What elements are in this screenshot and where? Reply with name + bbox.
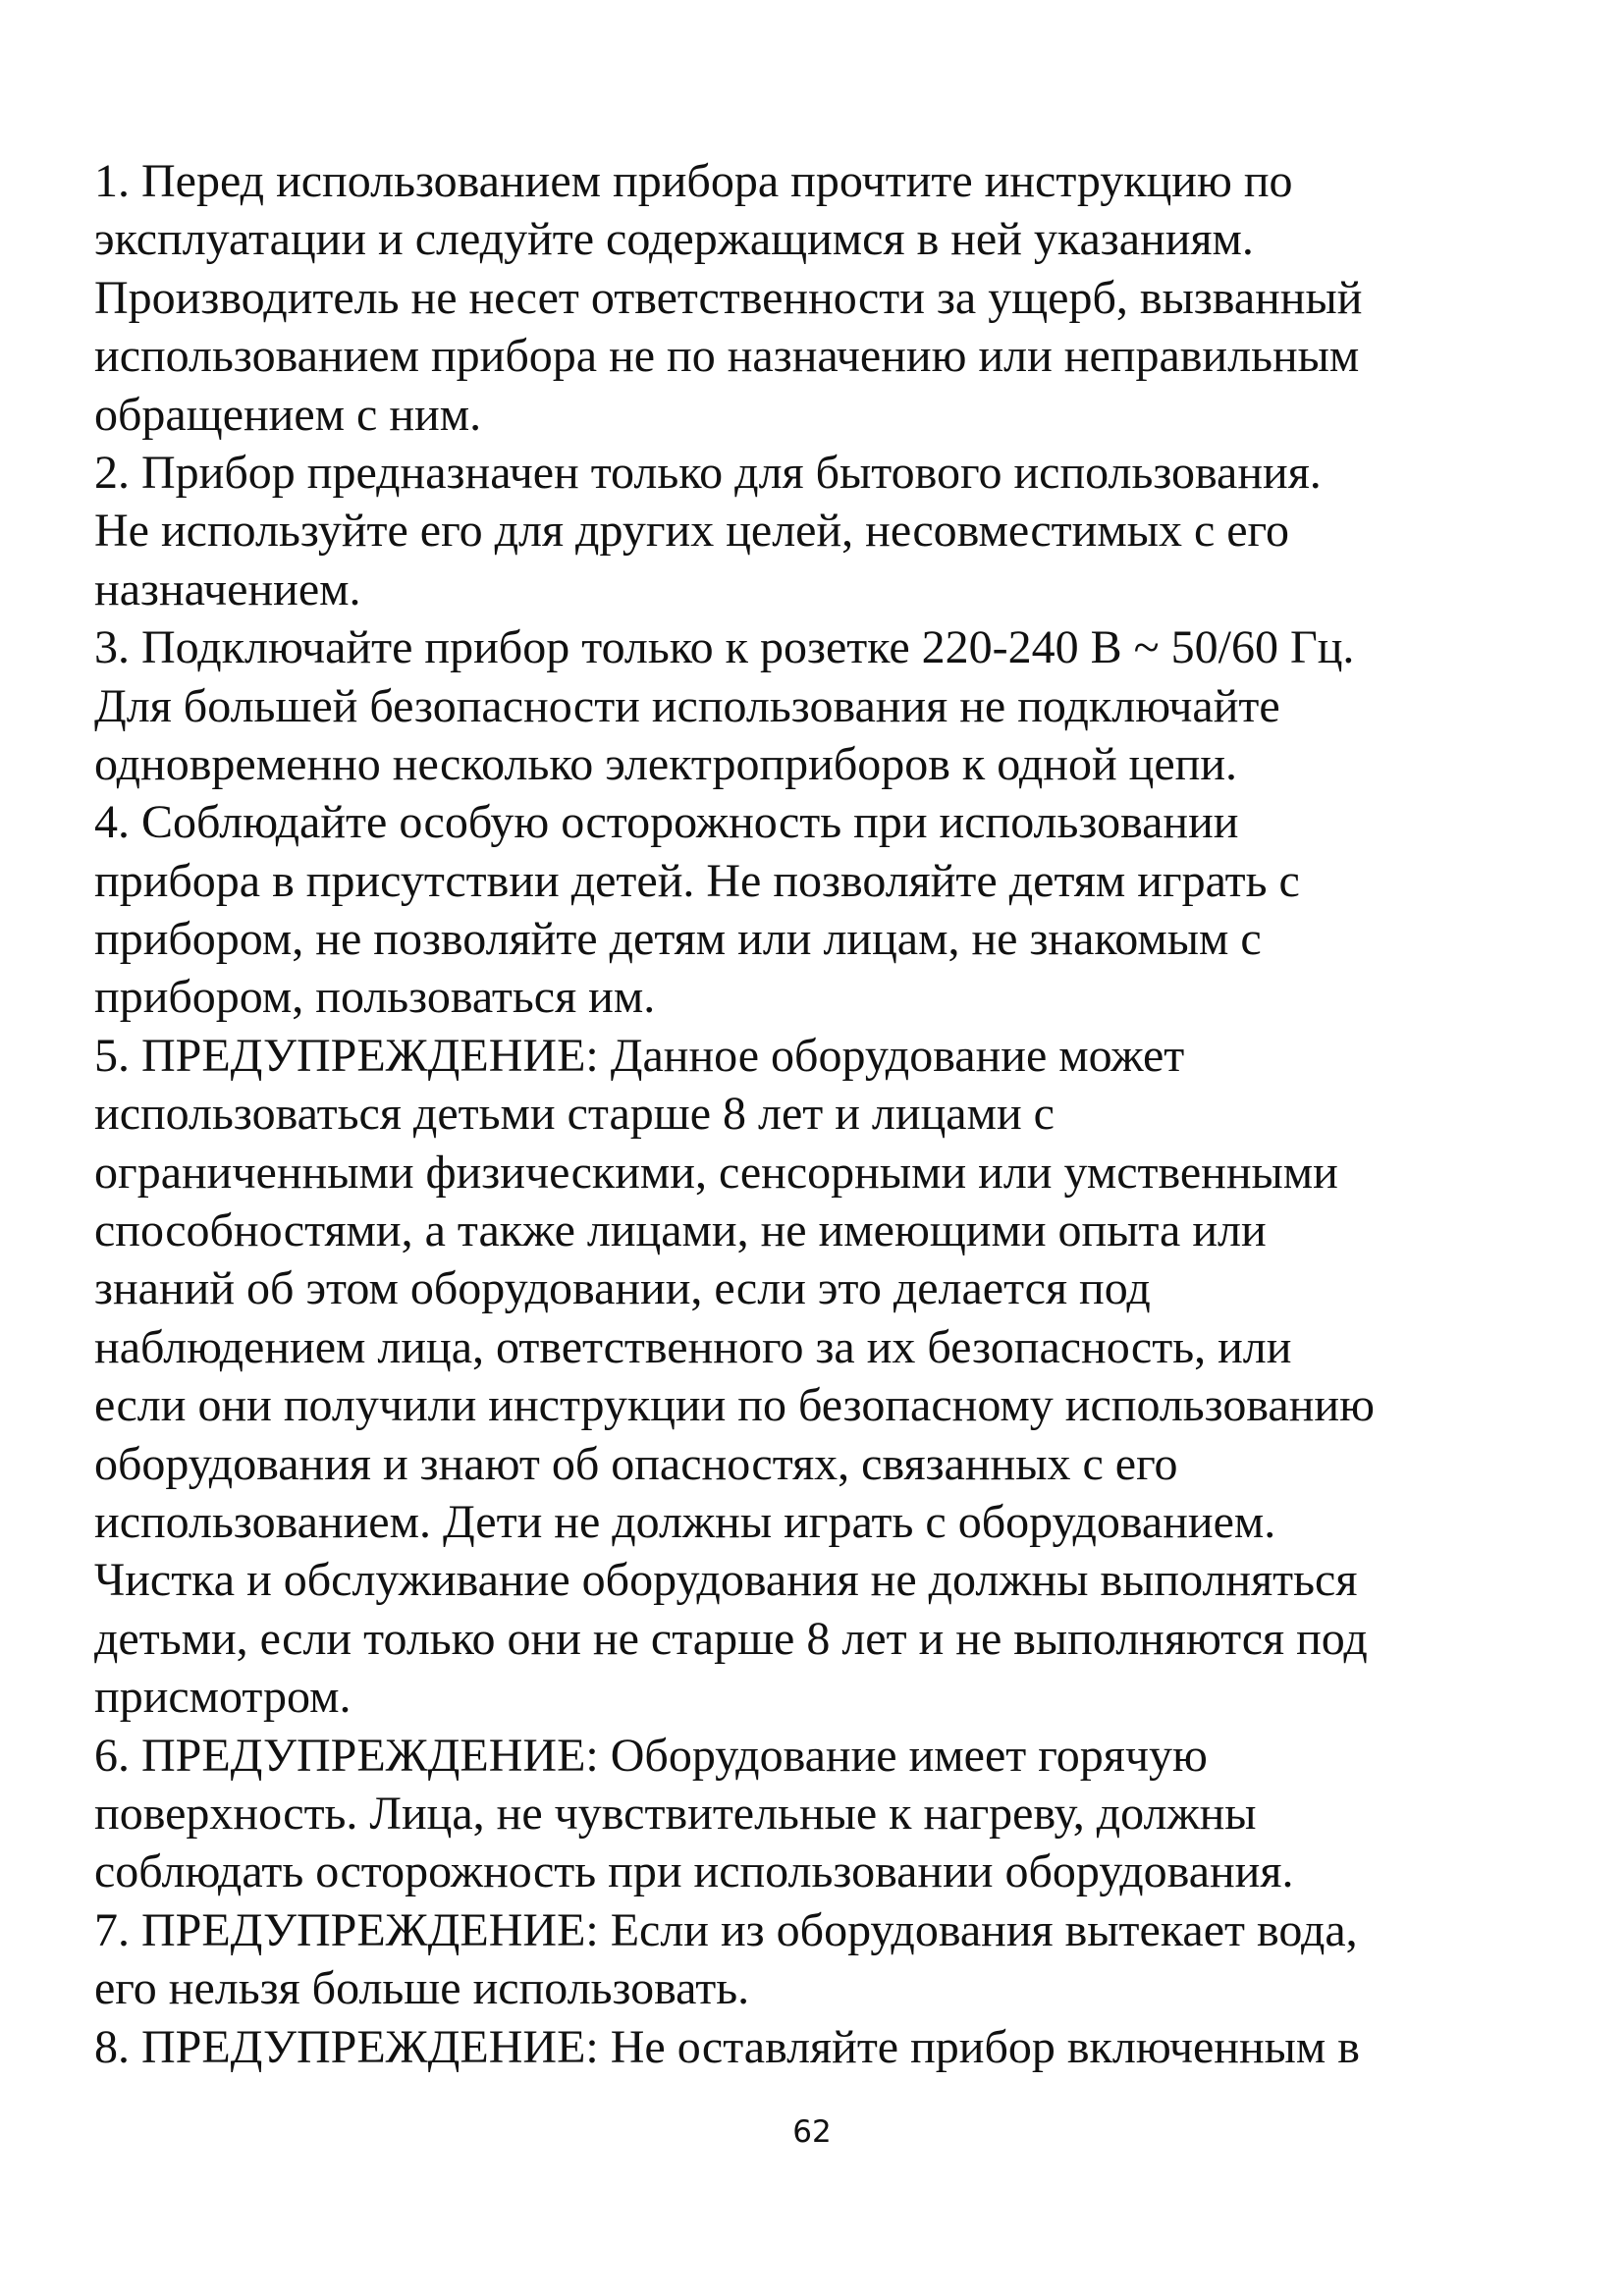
text-line: знаний об этом оборудовании, если это делается под [94,1262,1151,1315]
text-line: использованием. Дети не должны играть с оборудованием. [94,1495,1276,1548]
text-line: 6. ПРЕДУПРЕЖДЕНИЕ: Оборудование имеет горячую [94,1729,1208,1782]
text-line: 7. ПРЕДУПРЕЖДЕНИЕ: Если из оборудования вытекает вода, [94,1903,1358,1956]
text-line: эксплуатации и следуйте содержащимся в ней указаниям. [94,213,1254,266]
text-line: 4. Соблюдайте особую осторожность при использовании [94,796,1239,849]
text-line: присмотром. [94,1671,352,1724]
text-line: его нельзя больше использовать. [94,1962,750,2015]
text-line: использованием прибора не по назначению или неправильным [94,330,1360,383]
text-line: оборудования и знают об опасностях, связанных с его [94,1437,1178,1490]
text-line: Производитель не несет ответственности за ущерб, вызванный [94,271,1363,324]
text-line: соблюдать осторожность при использовании оборудования. [94,1845,1294,1898]
text-line: ограниченными физическими, сенсорными или умственными [94,1146,1338,1199]
text-line: Чистка и обслуживание оборудования не должны выполняться [94,1554,1358,1607]
text-line: обращением с ним. [94,388,482,441]
text-line: если они получили инструкции по безопасному использованию [94,1379,1375,1432]
text-line: одновременно несколько электроприборов к одной цепи. [94,737,1238,790]
safety-instructions-text [94,152,1538,2076]
text-line: 3. Подключайте прибор только к розетке 220-240 В ~ 50/60 Гц. [94,621,1355,674]
text-line: 8. ПРЕДУПРЕЖДЕНИЕ: Не оставляйте прибор включенным в [94,2020,1360,2073]
text-line: Не используйте его для других целей, несовместимых с его [94,505,1290,558]
text-line: прибором, пользоваться им. [94,971,656,1024]
text-line: наблюдением лица, ответственного за их безопасность, или [94,1320,1292,1373]
text-line: назначением. [94,562,361,615]
text-line: поверхность. Лица, не чувствительные к нагреву, должны [94,1787,1257,1840]
text-line: использоваться детьми старше 8 лет и лицами с [94,1088,1055,1141]
page-number: 62 [792,2114,832,2150]
text-line: прибора в присутствии детей. Не позволяйте детям играть с [94,854,1300,907]
text-line: прибором, не позволяйте детям или лицам, не знакомым с [94,913,1262,966]
text-line: Для большей безопасности использования не подключайте [94,679,1280,732]
text-line: 2. Прибор предназначен только для бытового использования. [94,446,1322,499]
text-line: детьми, если только они не старше 8 лет и не выполняются под [94,1612,1368,1665]
text-line: 5. ПРЕДУПРЕЖДЕНИЕ: Данное оборудование может [94,1029,1185,1082]
text-line: 1. Перед использованием прибора прочтите инструкцию по [94,155,1293,207]
text-line: способностями, а также лицами, не имеющими опыта или [94,1204,1267,1257]
